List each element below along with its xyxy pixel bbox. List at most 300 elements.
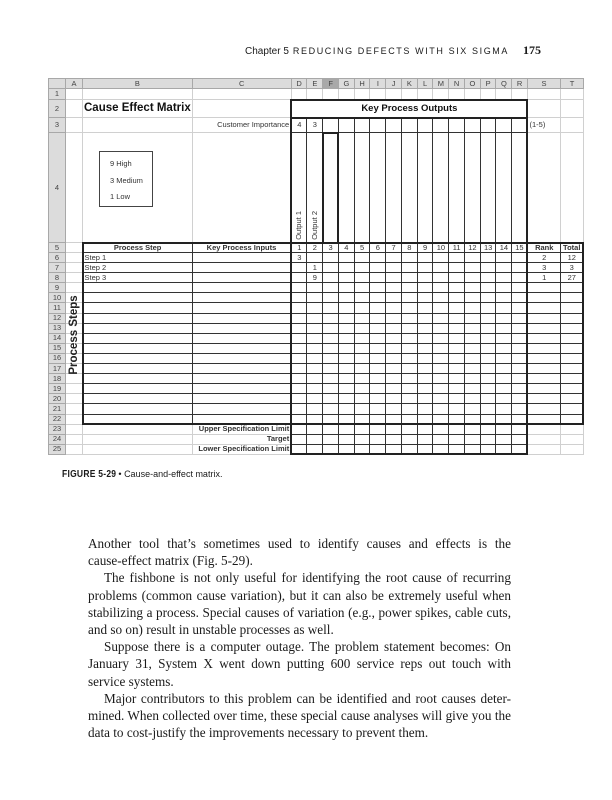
step-total[interactable]: 3 bbox=[560, 263, 583, 273]
cell[interactable] bbox=[449, 404, 465, 414]
output-number[interactable]: 9 bbox=[417, 243, 433, 253]
cell[interactable] bbox=[66, 273, 83, 283]
output-number[interactable]: 15 bbox=[512, 243, 528, 253]
cell[interactable] bbox=[83, 118, 193, 133]
cell[interactable] bbox=[417, 434, 433, 444]
cell[interactable] bbox=[480, 303, 496, 313]
cell[interactable] bbox=[449, 293, 465, 303]
row-header[interactable]: 19 bbox=[49, 384, 66, 394]
row-header[interactable]: 24 bbox=[49, 434, 66, 444]
cell[interactable] bbox=[83, 100, 193, 118]
cell[interactable] bbox=[192, 293, 291, 303]
row-header[interactable]: 9 bbox=[49, 283, 66, 293]
cell[interactable] bbox=[386, 263, 402, 273]
cell[interactable] bbox=[370, 444, 386, 454]
cell[interactable] bbox=[464, 283, 480, 293]
cell[interactable] bbox=[386, 384, 402, 394]
cell[interactable] bbox=[464, 293, 480, 303]
step-rank[interactable]: 1 bbox=[527, 273, 560, 283]
cell[interactable] bbox=[560, 404, 583, 414]
importance-value[interactable]: 4 bbox=[291, 118, 307, 133]
cell[interactable] bbox=[512, 343, 528, 353]
cell[interactable] bbox=[512, 384, 528, 394]
cell[interactable] bbox=[433, 374, 449, 384]
cell[interactable] bbox=[323, 118, 339, 133]
cell[interactable] bbox=[527, 100, 560, 118]
cell[interactable] bbox=[291, 434, 307, 444]
cell[interactable] bbox=[512, 434, 528, 444]
cell[interactable] bbox=[449, 374, 465, 384]
cell[interactable] bbox=[464, 374, 480, 384]
cell[interactable] bbox=[370, 273, 386, 283]
cell[interactable] bbox=[527, 424, 560, 434]
cell[interactable] bbox=[307, 303, 323, 313]
cell[interactable] bbox=[480, 253, 496, 263]
cell[interactable] bbox=[560, 343, 583, 353]
cell[interactable] bbox=[496, 313, 512, 323]
cell[interactable] bbox=[192, 353, 291, 363]
cell[interactable] bbox=[464, 118, 480, 133]
cell[interactable] bbox=[66, 133, 83, 243]
column-header[interactable]: L bbox=[417, 79, 433, 89]
column-header[interactable]: P bbox=[480, 79, 496, 89]
cell[interactable] bbox=[386, 444, 402, 454]
cell[interactable] bbox=[354, 374, 370, 384]
cell[interactable] bbox=[192, 263, 291, 273]
cell[interactable] bbox=[338, 263, 354, 273]
cell[interactable] bbox=[323, 273, 339, 283]
cell[interactable] bbox=[512, 118, 528, 133]
cell[interactable] bbox=[480, 424, 496, 434]
cell[interactable] bbox=[527, 414, 560, 424]
step-score[interactable] bbox=[291, 273, 307, 283]
cell[interactable] bbox=[307, 313, 323, 323]
cell[interactable] bbox=[480, 263, 496, 273]
cell[interactable] bbox=[527, 283, 560, 293]
cell[interactable] bbox=[433, 333, 449, 343]
cell[interactable] bbox=[449, 133, 465, 243]
cell[interactable] bbox=[464, 434, 480, 444]
cell[interactable] bbox=[83, 364, 193, 374]
cell[interactable] bbox=[464, 343, 480, 353]
cell[interactable] bbox=[417, 253, 433, 263]
output-number[interactable]: 2 bbox=[307, 243, 323, 253]
column-header[interactable]: T bbox=[560, 79, 583, 89]
cell[interactable] bbox=[323, 424, 339, 434]
cell[interactable] bbox=[560, 394, 583, 404]
cell[interactable] bbox=[370, 303, 386, 313]
cell[interactable] bbox=[480, 364, 496, 374]
cell[interactable] bbox=[386, 253, 402, 263]
cell[interactable] bbox=[192, 283, 291, 293]
cell[interactable] bbox=[192, 303, 291, 313]
cell[interactable] bbox=[417, 414, 433, 424]
cell[interactable] bbox=[386, 364, 402, 374]
cell[interactable] bbox=[464, 303, 480, 313]
cell[interactable] bbox=[496, 394, 512, 404]
cell[interactable] bbox=[449, 424, 465, 434]
cell[interactable] bbox=[401, 404, 417, 414]
cell[interactable] bbox=[480, 273, 496, 283]
cell[interactable] bbox=[323, 434, 339, 444]
cell[interactable] bbox=[83, 424, 193, 434]
column-header[interactable]: N bbox=[449, 79, 465, 89]
column-header[interactable]: B bbox=[83, 79, 193, 89]
cell[interactable] bbox=[560, 424, 583, 434]
cell[interactable] bbox=[370, 404, 386, 414]
cell[interactable] bbox=[449, 384, 465, 394]
cell[interactable] bbox=[480, 293, 496, 303]
cell[interactable] bbox=[192, 343, 291, 353]
cell[interactable] bbox=[417, 293, 433, 303]
cell[interactable] bbox=[307, 374, 323, 384]
output-number[interactable]: 1 bbox=[291, 243, 307, 253]
cell[interactable] bbox=[417, 404, 433, 414]
cell[interactable] bbox=[386, 133, 402, 243]
cell[interactable] bbox=[291, 353, 307, 363]
cell[interactable] bbox=[560, 444, 583, 454]
cell[interactable] bbox=[417, 273, 433, 283]
cell[interactable] bbox=[192, 414, 291, 424]
cell[interactable] bbox=[323, 343, 339, 353]
cell[interactable] bbox=[291, 313, 307, 323]
column-header[interactable]: C bbox=[192, 79, 291, 89]
cell[interactable] bbox=[449, 364, 465, 374]
cell[interactable] bbox=[83, 333, 193, 343]
cell[interactable] bbox=[527, 394, 560, 404]
cell[interactable] bbox=[370, 333, 386, 343]
cell[interactable] bbox=[386, 374, 402, 384]
cell[interactable] bbox=[527, 133, 560, 243]
cell[interactable] bbox=[527, 434, 560, 444]
cell[interactable] bbox=[560, 333, 583, 343]
cell[interactable] bbox=[370, 263, 386, 273]
cell[interactable] bbox=[83, 404, 193, 414]
cell[interactable] bbox=[560, 293, 583, 303]
cell[interactable] bbox=[338, 133, 354, 243]
cell[interactable] bbox=[417, 323, 433, 333]
cell[interactable] bbox=[338, 424, 354, 434]
row-header[interactable]: 5 bbox=[49, 243, 66, 253]
cell[interactable] bbox=[464, 89, 480, 100]
cell[interactable] bbox=[480, 313, 496, 323]
cell[interactable] bbox=[83, 353, 193, 363]
cell[interactable] bbox=[307, 364, 323, 374]
cell[interactable] bbox=[401, 414, 417, 424]
cell[interactable] bbox=[307, 414, 323, 424]
cell[interactable] bbox=[401, 89, 417, 100]
output-number[interactable]: 13 bbox=[480, 243, 496, 253]
cell[interactable] bbox=[338, 414, 354, 424]
cell[interactable] bbox=[496, 323, 512, 333]
cell[interactable] bbox=[464, 313, 480, 323]
cell[interactable] bbox=[433, 293, 449, 303]
cell[interactable] bbox=[338, 374, 354, 384]
output-number[interactable]: 8 bbox=[401, 243, 417, 253]
cell[interactable] bbox=[401, 323, 417, 333]
cell[interactable] bbox=[291, 444, 307, 454]
cell[interactable] bbox=[323, 444, 339, 454]
cell[interactable] bbox=[83, 323, 193, 333]
cell[interactable] bbox=[560, 364, 583, 374]
cell[interactable] bbox=[527, 89, 560, 100]
cell[interactable] bbox=[433, 364, 449, 374]
cell[interactable] bbox=[307, 89, 323, 100]
step-rank[interactable]: 2 bbox=[527, 253, 560, 263]
cell[interactable] bbox=[433, 434, 449, 444]
cell[interactable] bbox=[496, 404, 512, 414]
cell[interactable] bbox=[307, 133, 323, 243]
cell[interactable] bbox=[433, 404, 449, 414]
cell[interactable] bbox=[433, 313, 449, 323]
cell[interactable] bbox=[512, 273, 528, 283]
cell[interactable] bbox=[307, 283, 323, 293]
column-header[interactable]: A bbox=[66, 79, 83, 89]
cell[interactable] bbox=[512, 293, 528, 303]
cell[interactable] bbox=[464, 323, 480, 333]
cell[interactable] bbox=[512, 303, 528, 313]
cell[interactable] bbox=[401, 384, 417, 394]
cell[interactable] bbox=[433, 414, 449, 424]
cell[interactable] bbox=[370, 353, 386, 363]
process-step-header[interactable]: Process Step bbox=[83, 243, 193, 253]
cell[interactable] bbox=[66, 444, 83, 454]
cell[interactable] bbox=[449, 333, 465, 343]
cell[interactable] bbox=[307, 444, 323, 454]
cell[interactable] bbox=[386, 394, 402, 404]
cell[interactable] bbox=[291, 394, 307, 404]
column-header[interactable]: I bbox=[370, 79, 386, 89]
cell[interactable] bbox=[338, 384, 354, 394]
cell[interactable] bbox=[480, 444, 496, 454]
step-total[interactable]: 12 bbox=[560, 253, 583, 263]
cell[interactable] bbox=[323, 293, 339, 303]
cell[interactable] bbox=[496, 384, 512, 394]
cell[interactable] bbox=[370, 374, 386, 384]
cell[interactable] bbox=[496, 414, 512, 424]
cell[interactable] bbox=[417, 133, 433, 243]
cell[interactable] bbox=[66, 404, 83, 414]
cell[interactable] bbox=[433, 384, 449, 394]
cell[interactable] bbox=[417, 353, 433, 363]
row-header[interactable]: 12 bbox=[49, 313, 66, 323]
cell[interactable] bbox=[291, 374, 307, 384]
cell[interactable] bbox=[370, 133, 386, 243]
scale-note[interactable]: (1-5) bbox=[527, 118, 560, 133]
cell[interactable] bbox=[417, 333, 433, 343]
output-number[interactable]: 10 bbox=[433, 243, 449, 253]
cell[interactable] bbox=[417, 313, 433, 323]
cell[interactable] bbox=[464, 384, 480, 394]
cell[interactable] bbox=[83, 343, 193, 353]
cell[interactable] bbox=[323, 394, 339, 404]
cell[interactable] bbox=[291, 100, 527, 118]
cell[interactable] bbox=[323, 404, 339, 414]
cell[interactable] bbox=[496, 293, 512, 303]
row-header[interactable]: 10 bbox=[49, 293, 66, 303]
cell[interactable] bbox=[386, 323, 402, 333]
cell[interactable] bbox=[370, 384, 386, 394]
row-header[interactable]: 1 bbox=[49, 89, 66, 100]
cell[interactable] bbox=[307, 343, 323, 353]
cell[interactable] bbox=[338, 283, 354, 293]
cell[interactable] bbox=[527, 374, 560, 384]
cell[interactable] bbox=[464, 414, 480, 424]
cell[interactable] bbox=[401, 133, 417, 243]
cell[interactable] bbox=[192, 89, 291, 100]
cell[interactable] bbox=[512, 404, 528, 414]
cell[interactable] bbox=[560, 384, 583, 394]
cell[interactable] bbox=[464, 253, 480, 263]
cell[interactable] bbox=[449, 89, 465, 100]
cell[interactable] bbox=[338, 343, 354, 353]
cell[interactable] bbox=[417, 444, 433, 454]
cell[interactable] bbox=[354, 303, 370, 313]
cell[interactable] bbox=[480, 434, 496, 444]
cell[interactable] bbox=[480, 353, 496, 363]
cell[interactable] bbox=[370, 343, 386, 353]
cell[interactable] bbox=[192, 273, 291, 283]
column-header[interactable]: M bbox=[433, 79, 449, 89]
cell[interactable] bbox=[386, 118, 402, 133]
cell[interactable] bbox=[354, 89, 370, 100]
cell[interactable] bbox=[433, 273, 449, 283]
cell[interactable] bbox=[83, 283, 193, 293]
cell[interactable] bbox=[370, 414, 386, 424]
cell[interactable] bbox=[480, 333, 496, 343]
cell[interactable] bbox=[370, 323, 386, 333]
cell[interactable] bbox=[464, 263, 480, 273]
cell[interactable] bbox=[323, 414, 339, 424]
cell[interactable] bbox=[338, 313, 354, 323]
cell[interactable] bbox=[449, 303, 465, 313]
cell[interactable] bbox=[291, 343, 307, 353]
cell[interactable] bbox=[354, 283, 370, 293]
cell[interactable] bbox=[370, 283, 386, 293]
cell[interactable] bbox=[354, 323, 370, 333]
column-header[interactable]: Q bbox=[496, 79, 512, 89]
cell[interactable] bbox=[417, 118, 433, 133]
cell[interactable] bbox=[449, 118, 465, 133]
cell[interactable] bbox=[386, 434, 402, 444]
cell[interactable] bbox=[192, 394, 291, 404]
cell[interactable] bbox=[512, 283, 528, 293]
cell[interactable] bbox=[417, 364, 433, 374]
cell[interactable] bbox=[480, 283, 496, 293]
step-score[interactable] bbox=[307, 253, 323, 263]
cell[interactable] bbox=[338, 333, 354, 343]
cell[interactable] bbox=[370, 434, 386, 444]
cell[interactable] bbox=[291, 323, 307, 333]
cell[interactable] bbox=[66, 394, 83, 404]
cell[interactable] bbox=[496, 118, 512, 133]
cell[interactable] bbox=[401, 273, 417, 283]
cell[interactable] bbox=[464, 364, 480, 374]
cell[interactable] bbox=[386, 313, 402, 323]
cell[interactable] bbox=[401, 263, 417, 273]
cell[interactable] bbox=[307, 424, 323, 434]
cell[interactable] bbox=[291, 384, 307, 394]
cell[interactable] bbox=[354, 353, 370, 363]
cell[interactable] bbox=[417, 384, 433, 394]
cell[interactable] bbox=[386, 404, 402, 414]
cell[interactable] bbox=[417, 394, 433, 404]
cell[interactable] bbox=[307, 293, 323, 303]
cell[interactable] bbox=[480, 394, 496, 404]
cell[interactable] bbox=[464, 133, 480, 243]
cell[interactable] bbox=[464, 444, 480, 454]
cell[interactable] bbox=[370, 253, 386, 263]
cell[interactable] bbox=[512, 323, 528, 333]
cell[interactable] bbox=[323, 333, 339, 343]
cell[interactable] bbox=[496, 283, 512, 293]
cell[interactable] bbox=[496, 434, 512, 444]
column-header[interactable]: E bbox=[307, 79, 323, 89]
cell[interactable] bbox=[527, 353, 560, 363]
cell[interactable] bbox=[370, 118, 386, 133]
cell[interactable] bbox=[527, 404, 560, 414]
cell[interactable] bbox=[192, 253, 291, 263]
cell[interactable] bbox=[354, 293, 370, 303]
cell[interactable] bbox=[496, 374, 512, 384]
cell[interactable] bbox=[192, 313, 291, 323]
cell[interactable] bbox=[192, 364, 291, 374]
cell[interactable] bbox=[323, 89, 339, 100]
cell[interactable] bbox=[512, 374, 528, 384]
cell[interactable] bbox=[338, 118, 354, 133]
cell[interactable] bbox=[512, 353, 528, 363]
cell[interactable] bbox=[527, 293, 560, 303]
cell[interactable] bbox=[323, 313, 339, 323]
cell[interactable] bbox=[323, 364, 339, 374]
cell[interactable] bbox=[433, 424, 449, 434]
cell[interactable] bbox=[307, 333, 323, 343]
row-header[interactable]: 18 bbox=[49, 374, 66, 384]
cell[interactable] bbox=[338, 273, 354, 283]
cell[interactable] bbox=[307, 434, 323, 444]
cell[interactable] bbox=[192, 374, 291, 384]
cell[interactable] bbox=[496, 353, 512, 363]
column-header[interactable]: F bbox=[323, 79, 339, 89]
cell[interactable] bbox=[401, 303, 417, 313]
spec-limit-label[interactable]: Upper Specification Limit bbox=[192, 424, 291, 434]
cell[interactable] bbox=[401, 444, 417, 454]
cell[interactable] bbox=[83, 414, 193, 424]
cell[interactable] bbox=[338, 364, 354, 374]
cell[interactable] bbox=[480, 133, 496, 243]
cell[interactable] bbox=[560, 313, 583, 323]
row-header[interactable]: 23 bbox=[49, 424, 66, 434]
cell[interactable] bbox=[386, 353, 402, 363]
cell[interactable] bbox=[449, 434, 465, 444]
cell[interactable] bbox=[83, 89, 193, 100]
cell[interactable] bbox=[560, 434, 583, 444]
cell[interactable] bbox=[291, 414, 307, 424]
cell[interactable] bbox=[323, 253, 339, 263]
cell[interactable] bbox=[192, 333, 291, 343]
cell[interactable] bbox=[386, 333, 402, 343]
cell[interactable] bbox=[496, 444, 512, 454]
cell[interactable] bbox=[354, 414, 370, 424]
row-header[interactable]: 6 bbox=[49, 253, 66, 263]
cell[interactable] bbox=[401, 293, 417, 303]
column-header[interactable]: S bbox=[527, 79, 560, 89]
cell[interactable] bbox=[449, 253, 465, 263]
cell[interactable] bbox=[401, 333, 417, 343]
cell[interactable] bbox=[338, 434, 354, 444]
cell[interactable] bbox=[354, 364, 370, 374]
cell[interactable] bbox=[417, 263, 433, 273]
